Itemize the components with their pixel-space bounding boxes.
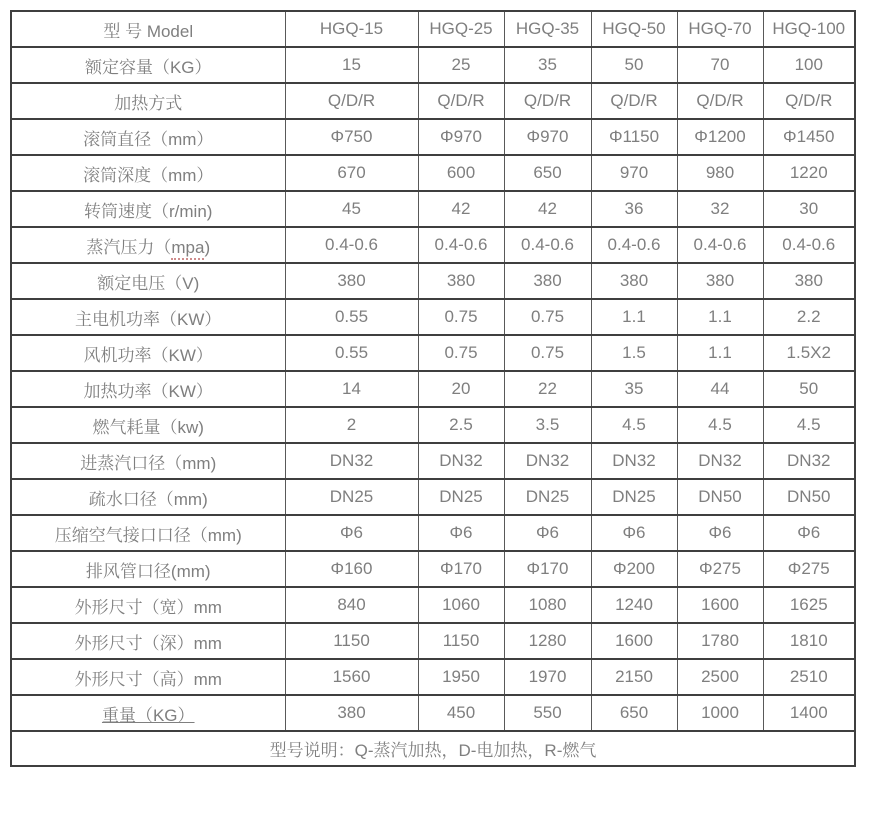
cell-value: 0.75 bbox=[418, 299, 504, 335]
cell-value: Φ275 bbox=[677, 551, 763, 587]
row-label: 进蒸汽口径（mm) bbox=[11, 443, 285, 479]
cell-value: Φ970 bbox=[504, 119, 591, 155]
row-label: 加热功率（KW） bbox=[11, 371, 285, 407]
cell-value: 0.55 bbox=[285, 299, 418, 335]
cell-value: 1220 bbox=[763, 155, 855, 191]
model-header: HGQ-70 bbox=[677, 11, 763, 47]
model-header: HGQ-35 bbox=[504, 11, 591, 47]
cell-value: 35 bbox=[504, 47, 591, 83]
spec-row bbox=[11, 191, 855, 227]
cell-value: 1400 bbox=[763, 695, 855, 731]
cell-value: 35 bbox=[591, 371, 677, 407]
model-header: HGQ-100 bbox=[763, 11, 855, 47]
cell-value: 1.5X2 bbox=[763, 335, 855, 371]
cell-value: 1600 bbox=[677, 587, 763, 623]
cell-value: 15 bbox=[285, 47, 418, 83]
cell-value: 1240 bbox=[591, 587, 677, 623]
cell-value: 3.5 bbox=[504, 407, 591, 443]
cell-value: Φ750 bbox=[285, 119, 418, 155]
cell-value: Φ970 bbox=[418, 119, 504, 155]
cell-value: 0.4-0.6 bbox=[763, 227, 855, 263]
cell-value: 4.5 bbox=[591, 407, 677, 443]
row-label: 排风管口径(mm) bbox=[11, 551, 285, 587]
cell-value: DN25 bbox=[285, 479, 418, 515]
cell-value: 380 bbox=[504, 263, 591, 299]
cell-value: 650 bbox=[591, 695, 677, 731]
spec-row bbox=[11, 515, 855, 551]
cell-value: 2.2 bbox=[763, 299, 855, 335]
spec-row bbox=[11, 371, 855, 407]
cell-value: 100 bbox=[763, 47, 855, 83]
cell-value: 2.5 bbox=[418, 407, 504, 443]
cell-value: 1150 bbox=[285, 623, 418, 659]
cell-value: Q/D/R bbox=[677, 83, 763, 119]
cell-value: DN32 bbox=[285, 443, 418, 479]
cell-value: Φ1150 bbox=[591, 119, 677, 155]
spec-row bbox=[11, 119, 855, 155]
cell-value: 1150 bbox=[418, 623, 504, 659]
cell-value: Φ200 bbox=[591, 551, 677, 587]
cell-value: 670 bbox=[285, 155, 418, 191]
cell-value: Φ6 bbox=[285, 515, 418, 551]
cell-value: 22 bbox=[504, 371, 591, 407]
cell-value: Φ6 bbox=[677, 515, 763, 551]
cell-value: 1080 bbox=[504, 587, 591, 623]
spec-row bbox=[11, 695, 855, 731]
cell-value: 0.75 bbox=[418, 335, 504, 371]
cell-value: Φ6 bbox=[763, 515, 855, 551]
cell-value: 450 bbox=[418, 695, 504, 731]
footer-row bbox=[11, 731, 855, 766]
row-label: 蒸汽压力（mpa) bbox=[11, 227, 285, 263]
spec-row bbox=[11, 299, 855, 335]
cell-value: 45 bbox=[285, 191, 418, 227]
cell-value: 44 bbox=[677, 371, 763, 407]
header-label: 型 号 Model bbox=[11, 11, 285, 47]
cell-value: DN50 bbox=[763, 479, 855, 515]
row-label: 滚筒直径（mm） bbox=[11, 119, 285, 155]
cell-value: 36 bbox=[591, 191, 677, 227]
cell-value: 0.4-0.6 bbox=[504, 227, 591, 263]
cell-value: 380 bbox=[418, 263, 504, 299]
cell-value: 2 bbox=[285, 407, 418, 443]
cell-value: Q/D/R bbox=[591, 83, 677, 119]
row-label: 压缩空气接口口径（mm) bbox=[11, 515, 285, 551]
spec-row bbox=[11, 155, 855, 191]
cell-value: 1280 bbox=[504, 623, 591, 659]
cell-value: 0.4-0.6 bbox=[677, 227, 763, 263]
cell-value: 600 bbox=[418, 155, 504, 191]
cell-value: DN32 bbox=[418, 443, 504, 479]
cell-value: 0.75 bbox=[504, 335, 591, 371]
cell-value: 20 bbox=[418, 371, 504, 407]
row-label: 重量（KG） bbox=[11, 695, 285, 731]
cell-value: 1000 bbox=[677, 695, 763, 731]
cell-value: 1.5 bbox=[591, 335, 677, 371]
cell-value: Q/D/R bbox=[763, 83, 855, 119]
cell-value: 380 bbox=[591, 263, 677, 299]
row-label: 加热方式 bbox=[11, 83, 285, 119]
spec-row bbox=[11, 335, 855, 371]
cell-value: 0.4-0.6 bbox=[285, 227, 418, 263]
cell-value: DN25 bbox=[591, 479, 677, 515]
cell-value: Q/D/R bbox=[504, 83, 591, 119]
cell-value: Φ170 bbox=[504, 551, 591, 587]
cell-value: 70 bbox=[677, 47, 763, 83]
cell-value: 2510 bbox=[763, 659, 855, 695]
cell-value: 2500 bbox=[677, 659, 763, 695]
model-header: HGQ-50 bbox=[591, 11, 677, 47]
header-row bbox=[11, 11, 855, 47]
cell-value: Φ160 bbox=[285, 551, 418, 587]
cell-value: 0.55 bbox=[285, 335, 418, 371]
row-label: 转筒速度（r/min) bbox=[11, 191, 285, 227]
cell-value: DN32 bbox=[591, 443, 677, 479]
cell-value: 4.5 bbox=[763, 407, 855, 443]
footer-note: 型号说明：Q-蒸汽加热，D-电加热，R-燃气 bbox=[11, 731, 855, 766]
spec-row bbox=[11, 659, 855, 695]
cell-value: Φ1450 bbox=[763, 119, 855, 155]
cell-value: Φ6 bbox=[418, 515, 504, 551]
cell-value: 1060 bbox=[418, 587, 504, 623]
row-label: 外形尺寸（宽）mm bbox=[11, 587, 285, 623]
cell-value: DN25 bbox=[418, 479, 504, 515]
cell-value: 550 bbox=[504, 695, 591, 731]
cell-value: 0.4-0.6 bbox=[418, 227, 504, 263]
cell-value: 42 bbox=[504, 191, 591, 227]
spec-row bbox=[11, 227, 855, 263]
spellcheck-underline: mpa bbox=[171, 238, 204, 260]
cell-value: DN32 bbox=[677, 443, 763, 479]
row-label: 主电机功率（KW） bbox=[11, 299, 285, 335]
cell-value: DN32 bbox=[763, 443, 855, 479]
spec-row bbox=[11, 479, 855, 515]
cell-value: 380 bbox=[285, 263, 418, 299]
cell-value: Q/D/R bbox=[285, 83, 418, 119]
cell-value: 2150 bbox=[591, 659, 677, 695]
row-label: 外形尺寸（高）mm bbox=[11, 659, 285, 695]
cell-value: 0.75 bbox=[504, 299, 591, 335]
row-label: 风机功率（KW） bbox=[11, 335, 285, 371]
cell-value: 25 bbox=[418, 47, 504, 83]
row-label: 疏水口径（mm) bbox=[11, 479, 285, 515]
spec-row bbox=[11, 83, 855, 119]
row-label: 燃气耗量（kw) bbox=[11, 407, 285, 443]
spec-table bbox=[10, 10, 856, 767]
cell-value: 1810 bbox=[763, 623, 855, 659]
cell-value: 1780 bbox=[677, 623, 763, 659]
cell-value: 14 bbox=[285, 371, 418, 407]
spec-row bbox=[11, 263, 855, 299]
cell-value: Φ170 bbox=[418, 551, 504, 587]
cell-value: 1.1 bbox=[677, 335, 763, 371]
cell-value: 50 bbox=[591, 47, 677, 83]
cell-value: Q/D/R bbox=[418, 83, 504, 119]
cell-value: 0.4-0.6 bbox=[591, 227, 677, 263]
cell-value: 1.1 bbox=[591, 299, 677, 335]
cell-value: 980 bbox=[677, 155, 763, 191]
row-label: 额定容量（KG） bbox=[11, 47, 285, 83]
cell-value: 1970 bbox=[504, 659, 591, 695]
cell-value: DN25 bbox=[504, 479, 591, 515]
cell-value: Φ1200 bbox=[677, 119, 763, 155]
cell-value: Φ6 bbox=[504, 515, 591, 551]
spec-row bbox=[11, 623, 855, 659]
cell-value: DN50 bbox=[677, 479, 763, 515]
spec-row bbox=[11, 47, 855, 83]
cell-value: 380 bbox=[763, 263, 855, 299]
spec-row bbox=[11, 587, 855, 623]
cell-value: 380 bbox=[677, 263, 763, 299]
cell-value: Φ6 bbox=[591, 515, 677, 551]
cell-value: 30 bbox=[763, 191, 855, 227]
cell-value: 380 bbox=[285, 695, 418, 731]
cell-value: 1560 bbox=[285, 659, 418, 695]
cell-value: 1950 bbox=[418, 659, 504, 695]
cell-value: 50 bbox=[763, 371, 855, 407]
row-label: 外形尺寸（深）mm bbox=[11, 623, 285, 659]
cell-value: 650 bbox=[504, 155, 591, 191]
cell-value: 1625 bbox=[763, 587, 855, 623]
row-label: 滚筒深度（mm） bbox=[11, 155, 285, 191]
cell-value: 4.5 bbox=[677, 407, 763, 443]
cell-value: Φ275 bbox=[763, 551, 855, 587]
model-header: HGQ-25 bbox=[418, 11, 504, 47]
cell-value: 32 bbox=[677, 191, 763, 227]
cell-value: DN32 bbox=[504, 443, 591, 479]
row-label: 额定电压（V) bbox=[11, 263, 285, 299]
cell-value: 42 bbox=[418, 191, 504, 227]
cell-value: 970 bbox=[591, 155, 677, 191]
spec-row bbox=[11, 407, 855, 443]
spec-row bbox=[11, 551, 855, 587]
cell-value: 840 bbox=[285, 587, 418, 623]
spec-row bbox=[11, 443, 855, 479]
cell-value: 1.1 bbox=[677, 299, 763, 335]
cell-value: 1600 bbox=[591, 623, 677, 659]
model-header: HGQ-15 bbox=[285, 11, 418, 47]
